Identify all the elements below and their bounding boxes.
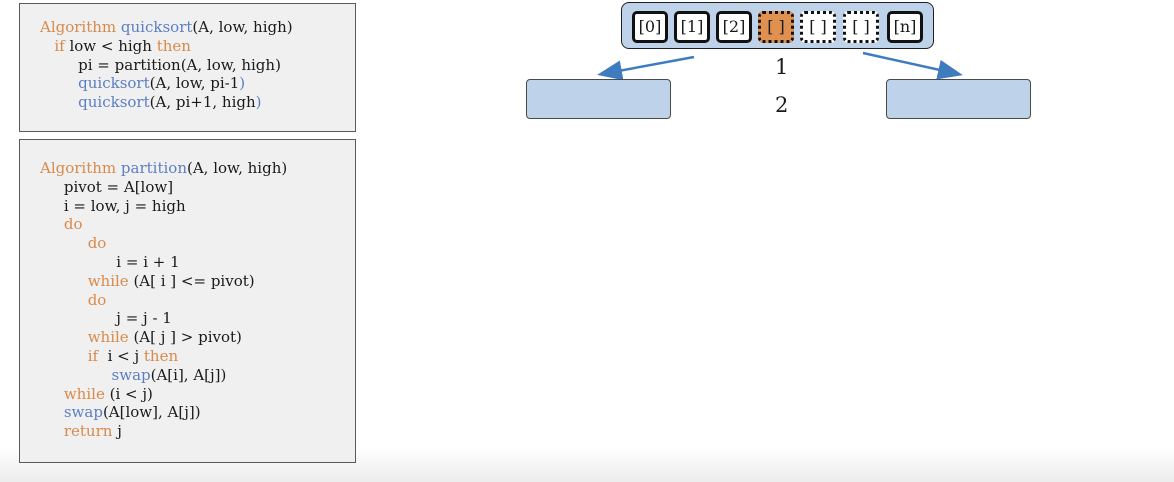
partition-code-token: Algorithm <box>40 159 121 177</box>
quicksort-code-token: ) <box>255 93 262 112</box>
quicksort-code-token: low < high <box>64 36 157 55</box>
partition-code-token: if <box>87 346 99 365</box>
partition-code-token: (A[ j ] > pivot) <box>128 328 242 347</box>
quicksort-code-token: ) <box>239 74 246 93</box>
partition-code-token: pivot = A[low] <box>40 177 174 196</box>
array-cell-2: [2] <box>716 11 752 43</box>
partition-code-token: j <box>112 422 122 441</box>
partition-code-token: swap <box>111 365 151 384</box>
partition-code-token: partition <box>120 159 187 177</box>
partition-code-token: (A, low, high) <box>186 159 288 177</box>
recursion-level-2: 2 <box>775 93 789 117</box>
partition-code-token: while <box>87 328 129 347</box>
quicksort-code-token: if <box>54 36 65 55</box>
quicksort-code-token: (A, pi+1, high <box>149 93 256 112</box>
array-cell-pivot: [ ] <box>758 11 794 43</box>
partition-code-token: (i < j) <box>104 384 153 403</box>
quicksort-code-token: then <box>156 36 191 55</box>
partition-code-token: while <box>87 271 129 290</box>
right-subarray-node <box>886 79 1031 119</box>
quicksort-code-token: Algorithm <box>40 18 121 36</box>
quicksort-code-token: (A, low, pi-1 <box>149 74 240 93</box>
left-subarray-node <box>526 79 671 119</box>
partition-code-token: j = j - 1 <box>40 309 172 328</box>
array-cell-4: [ ] <box>800 11 836 43</box>
partition-code-token: do <box>63 215 83 234</box>
partition-code-token: i < j <box>98 346 144 365</box>
quicksort-code-token: quicksort <box>78 93 150 112</box>
partition-code-token: return <box>63 422 113 441</box>
quicksort-code-token: quicksort <box>120 18 193 36</box>
array-cell-0: [0] <box>632 11 668 43</box>
array-cell-5: [ ] <box>843 11 879 43</box>
partition-code-token: then <box>143 346 179 365</box>
partition-code-token: (A[ i ] <= pivot) <box>128 271 255 290</box>
quicksort-code-token: quicksort <box>78 74 150 93</box>
array-cell-n: [n] <box>887 11 923 43</box>
partition-code-token: i = i + 1 <box>40 252 180 271</box>
partition-code-token: (A[i], A[j]) <box>150 365 227 384</box>
partition-code-token: do <box>87 290 107 309</box>
array-cell-1: [1] <box>674 11 710 43</box>
right-arrow <box>863 53 958 74</box>
partition-code-token: do <box>87 234 107 253</box>
quicksort-code-token: (A, low, high) <box>192 18 293 36</box>
quicksort-code-token: pi = partition(A, low, high) <box>40 55 281 74</box>
partition-code-token: (A[low], A[j]) <box>102 403 201 422</box>
partition-code-token: while <box>63 384 105 403</box>
left-arrow <box>602 57 694 74</box>
partition-code-token: swap <box>63 403 103 422</box>
recursion-level-1: 1 <box>775 55 789 79</box>
partition-code-token: i = low, j = high <box>40 196 186 215</box>
